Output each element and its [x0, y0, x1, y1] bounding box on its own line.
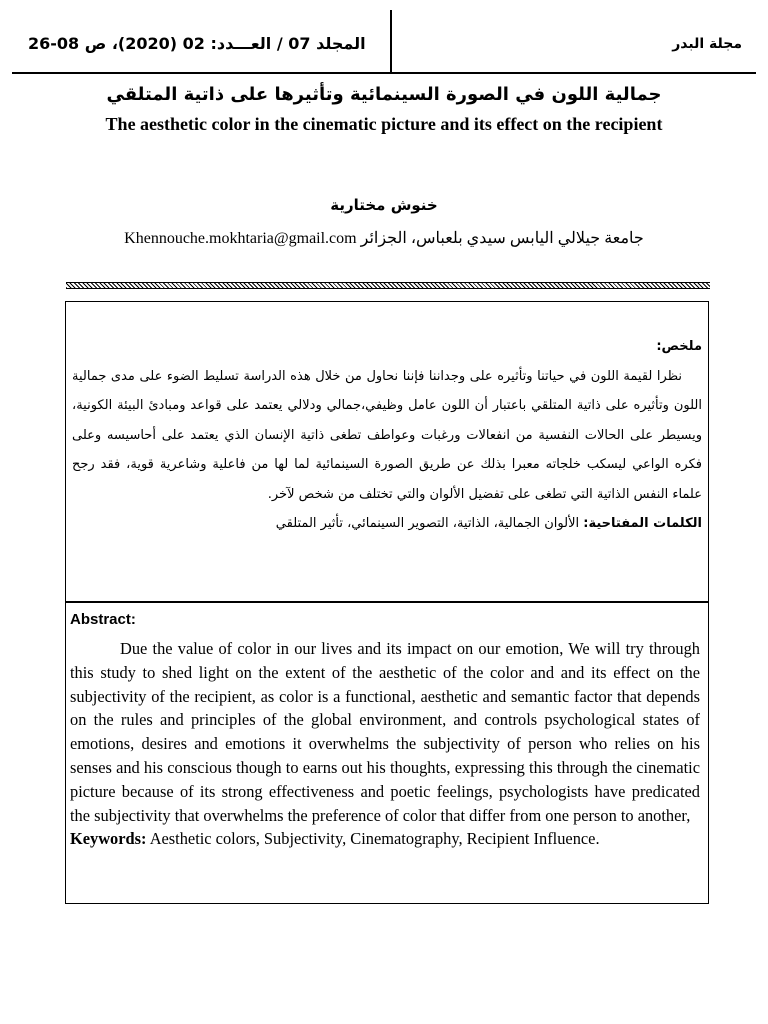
keywords-arabic-list: الألوان الجمالية، الذاتية، التصوير السينمائي، تأثير المتلقي: [275, 516, 580, 531]
keywords-arabic: [72, 509, 702, 539]
affiliation-text: جامعة جيلالي اليابس سيدي بلعباس، الجزائر: [360, 230, 644, 247]
keywords-english-label: Keywords:: [70, 829, 147, 849]
keywords-english-list: Aesthetic colors, Subjectivity, Cinematography, Recipient Influence.: [149, 829, 600, 849]
title-arabic: جمالية اللون في الصورة السينمائية وتأثيرها على ذاتية المتلقي: [106, 84, 662, 105]
hatched-divider: [66, 282, 710, 289]
author-email[interactable]: Khennouche.mokhtaria@gmail.com: [124, 230, 357, 247]
abstract-english-text: Due the value of color in our lives and its impact on our emotion, We will try through this study to shed light on the extent of the aesthetic of the color and and its effect on the subjectivity of the recipient, as color is a functional, aesthetic and semantic factor that depends on the rules and principles of the global environment, and controls psychological states of emotions, desires and emotions it overwhelms the subjectivity of person who relies on his senses and his conscious though to earns out his thoughts, expressing this through the cinematic picture because of its strong effectiveness and poetic feelings, psychologists have predicated the subjectivity that overwhelms the preference of color that differ from one person to another,: [70, 639, 700, 825]
journal-name: مجلة البدر: [672, 36, 742, 52]
abstract-english-heading: Abstract:: [70, 611, 136, 628]
header-divider: [390, 10, 392, 74]
abstract-arabic-text: نظرا لقيمة اللون في حياتنا وتأثيره على وجداننا فإننا نحاول من خلال هذه الدراسة تسليط الضوء على مدى جمالية اللون وتأثيره على ذاتية المتلقي باعتبار أن اللون عامل وظيفي،جمالي ودلالي يعتمد على قواعد ومبادئ البيئة الكونية، ويسيطر على الحالات النفسية من انفعالات ورغبات وعواطف تطغى ذاتية الإنسان الذي يعتمد على أحاسيسه وعلى فكره الواعي ليسكب خلجاته معبرا بذلك عن طريق الصورة السينمائية لما لها من فاعلية وشاعرية قوية، فقد رجح علماء النفس الذاتية التي تطغى على تفضيل الألوان والتي تختلف من شخص لآخر.: [72, 368, 702, 502]
issue-info: المجلد 07 / العـــدد: 02 (2020)، ص 08-26: [28, 34, 366, 53]
abstract-english-box: [65, 602, 709, 904]
author-name: خنوش مختارية: [330, 196, 438, 214]
abstract-arabic-heading: ملخص:: [656, 339, 702, 354]
title-english: The aesthetic color in the cinematic picture and its effect on the recipient: [105, 114, 663, 134]
author-affiliation: [0, 228, 768, 248]
page-header: [12, 10, 756, 74]
abstract-arabic-box: [65, 301, 709, 602]
keywords-english: [70, 827, 700, 851]
keywords-arabic-label: الكلمات المفتاحية:: [583, 516, 702, 531]
